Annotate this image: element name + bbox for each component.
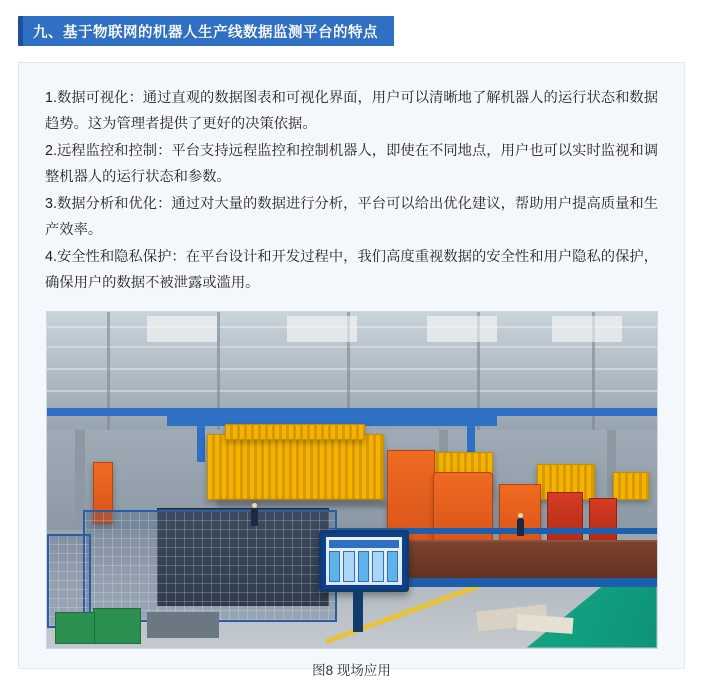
figure-caption: 图8 现场应用	[312, 662, 391, 678]
hmi-gauge	[343, 551, 355, 582]
paragraph-1: 1.数据可视化：通过直观的数据图表和可视化界面，用户可以清晰地了解机器人的运行状态和数据趋势。这为管理者提供了更好的决策依据。	[45, 90, 658, 133]
hmi-control-panel[interactable]	[319, 530, 409, 592]
figure	[46, 311, 658, 679]
red-robot-unit	[589, 498, 617, 544]
hmi-gauge	[372, 551, 384, 582]
tooling-shadow	[217, 500, 387, 508]
red-robot-unit	[547, 492, 583, 546]
roof-truss	[47, 368, 657, 370]
paragraph-3: 3.数据分析和优化：通过对大量的数据进行分析，平台可以给出优化建议，帮助用户提高质量和生产效率。	[45, 195, 658, 239]
skylight	[287, 316, 357, 342]
skylight	[427, 316, 497, 342]
yellow-tooling-block	[613, 472, 649, 500]
orange-robot-body	[433, 472, 493, 548]
skylight	[147, 316, 217, 342]
roof-truss	[47, 390, 657, 392]
figure-image	[46, 311, 658, 649]
hmi-gauge-row	[329, 551, 399, 582]
pallet	[147, 612, 219, 638]
hmi-gauge	[358, 551, 370, 582]
paragraph-4: 4.安全性和隐私保护：在平台设计和开发过程中，我们高度重视数据的安全性和用户隐私的保护，确保用户的数据不被泄露或滥用。	[45, 248, 658, 292]
hmi-title-bar	[329, 540, 399, 548]
overhead-crane-rail	[47, 408, 657, 416]
hmi-stand	[353, 592, 363, 632]
heading-text: 九、基于物联网的机器人生产线数据监测平台的特点	[23, 16, 394, 46]
safety-fence	[83, 510, 337, 622]
hmi-gauge	[387, 551, 399, 582]
green-crate	[93, 608, 141, 644]
worker-figure	[251, 508, 258, 526]
hmi-screen	[326, 537, 402, 585]
paragraph-2: 2.远程监控和控制：平台支持远程监控和控制机器人，即使在不同地点，用户也可以实时监视和调整机器人的运行状态和参数。	[45, 142, 658, 186]
yellow-tooling-block	[207, 434, 384, 500]
green-crate	[55, 612, 95, 644]
hmi-gauge	[329, 551, 341, 582]
content-card	[18, 62, 685, 678]
skylight	[552, 316, 622, 342]
floor-paper	[516, 614, 573, 634]
worker-figure	[517, 518, 524, 536]
section-heading	[18, 16, 394, 46]
yellow-tooling-top	[225, 424, 365, 440]
body-text-block	[19, 63, 684, 297]
gantry-leg	[197, 426, 205, 462]
roof-truss	[47, 346, 657, 348]
